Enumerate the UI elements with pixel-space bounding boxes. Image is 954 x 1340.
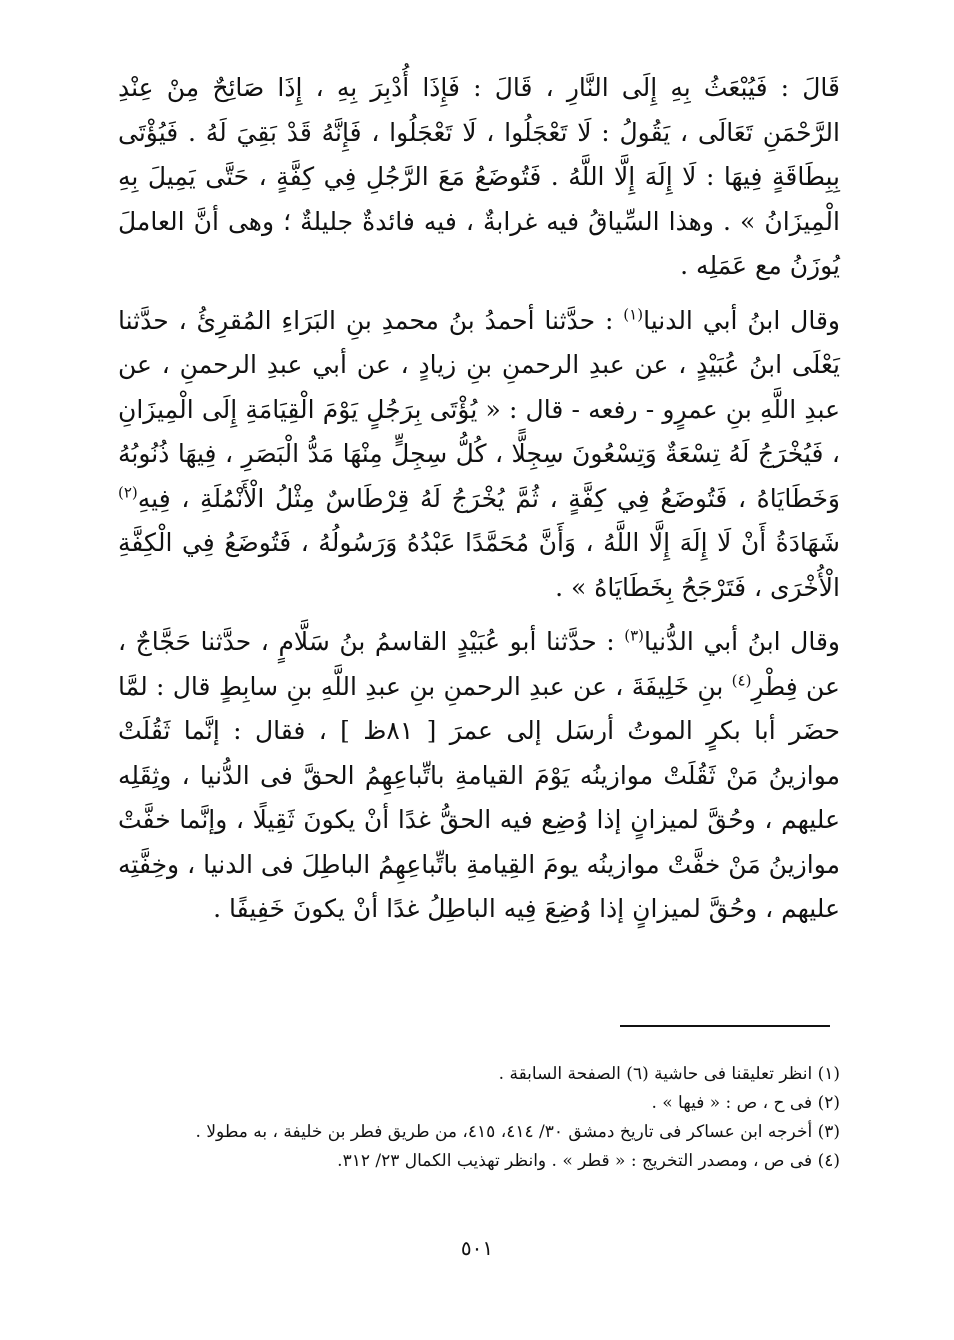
footnote-1: (١) انظر تعليقنا فى حاشية (٦) الصفحة السابقة .	[498, 1064, 840, 1084]
footnotes	[118, 1060, 840, 1176]
footnote-ref: (٣)	[624, 626, 644, 645]
paragraph-text: : حدَّثنا أبو عُبَيْدٍ القاسمُ بنُ سَلَّامٍ ، حدَّثنا حَجَّاجٌ ، عن فِطْرِ	[118, 627, 840, 701]
paragraph-2	[118, 299, 840, 611]
paragraph-text: : حدَّثنا أحمدُ بنُ محمدِ بنِ البَرَاءِ المُقرِئُ ، حدَّثنا يَعْلَى ابنُ عُبَيْدٍ ، عن عبدِ الرحمنِ بنِ زيادٍ ، عن أبي عبدِ الرحمنِ ، عن عبدِ اللَّهِ بنِ عمرٍو - رفعه - قال : « يُؤْتَى بِرَجُلٍ يَوْمَ الْقِيَامَةِ إِلَى الْمِيزَانِ ، فَيُخْرَجُ لَهُ تِسْعَةٌ وَتِسْعُونَ سِجِلًّا ، كُلُّ سِجِلٍّ مِنْهَا مَدُّ الْبَصَرِ ، فِيهَا ذُنُوبُهُ وَخَطَايَاهُ ، فَتُوضَعُ فِي كِفَّةٍ ، ثُمَّ يُخْرَجُ لَهُ قِرْطَاسٌ مِثْلُ الْأَنْمُلَةِ ، فِيهِ	[118, 305, 840, 513]
paragraph-text: شَهَادَةُ أَنْ لَا إِلَهَ إِلَّا اللَّهُ ، وَأَنَّ مُحَمَّدًا عَبْدُهُ وَرَسُولُهُ ، فَتُوضَعُ فِي الْكِفَّةِ الْأُخْرَى ، فَتَرْجَحُ بِخَطَايَاهُ » .	[118, 528, 840, 602]
paragraph-text: بنِ خَلِيفَةَ ، عن عبدِ الرحمنِ بنِ عبدِ اللَّهِ بنِ سابِطٍ قال : لمَّا حضَر أبا بكرٍ الموتُ أرسَل إلى عمرَ [ ٨١ظ ] ، فقال : إنَّما ثَقُلَتْ موازينُ مَنْ ثَقُلَتْ موازينُه يَوْمَ القيامةِ باتِّباعِهِمُ الحقَّ فى الدُّنيا ، وثِقَلِه عليهم ، وحُقَّ لميزانٍ إذا وُضِع فيه الحقُّ غدًا أنْ يكونَ ثَقِيلًا ، وإنَّما خفَّتْ موازينُ مَنْ خفَّتْ موازينُه يومَ القِيامةِ باتِّباعِهِمُ الباطِلَ فى الدنيا ، وخِفَّتِه عليهم ، وحُقَّ لميزانٍ إذا وُضِعَ فِيه الباطِلُ غدًا أنْ يكونَ خَفِيفًا .	[118, 671, 841, 923]
footnote-ref: (٢)	[118, 483, 138, 502]
paragraph-text: قَالَ : فَيُبْعَثُ بِهِ إِلَى النَّارِ ، قَالَ : فَإِذَا أُدْبِرَ بِهِ ، إِذَا صَائِحٌ مِنْ عِنْدِ الرَّحْمَنِ تَعَالَى ، يَقُولُ : لَا تَعْجَلُوا ، لَا تَعْجَلُوا ، فَإِنَّهُ قَدْ بَقِيَ لَهُ . فَيُؤْتَى بِبِطَاقَةٍ فِيهَا : لَا إِلَهَ إِلَّا اللَّهُ . فَتُوضَعُ مَعَ الرَّجُلِ فِي كِفَّةٍ ، حَتَّى يَمِيلَ بِهِ الْمِيزَانُ » . وهذا السِّياقُ فيه غرابةٌ ، فيه فائدةٌ جليلةٌ ؛ وهى أنَّ العاملَ يُوزَنُ مع عَمَلِه .	[118, 73, 840, 280]
main-text	[118, 66, 840, 932]
footnote-2: (٢) فى ح ، ص : « فيها » .	[651, 1093, 840, 1113]
footnote-ref: (٤)	[731, 671, 752, 690]
paragraph-3	[118, 620, 840, 932]
paragraph-1	[118, 66, 840, 289]
paragraph-lead: وقال ابنُ أبي الدُّنيا	[644, 627, 840, 656]
footnote-3: (٣) أخرجه ابن عساكر فى تاريخ دمشق ٣٠/ ٤١٤، ٤١٥، من طريق فطر بن خليفة ، به مطولا .	[195, 1122, 840, 1142]
page-number: ٥٠١	[460, 1236, 494, 1260]
footnote-divider	[620, 1025, 830, 1027]
footnote-ref: (١)	[623, 305, 644, 324]
footnote-4: (٤) فى ص ، ومصدر التخريج : « قطر » . وانظر تهذيب الكمال ٢٣/ ٣١٢.	[337, 1151, 840, 1171]
paragraph-lead: وقال ابنُ أبي الدنيا	[643, 305, 840, 335]
